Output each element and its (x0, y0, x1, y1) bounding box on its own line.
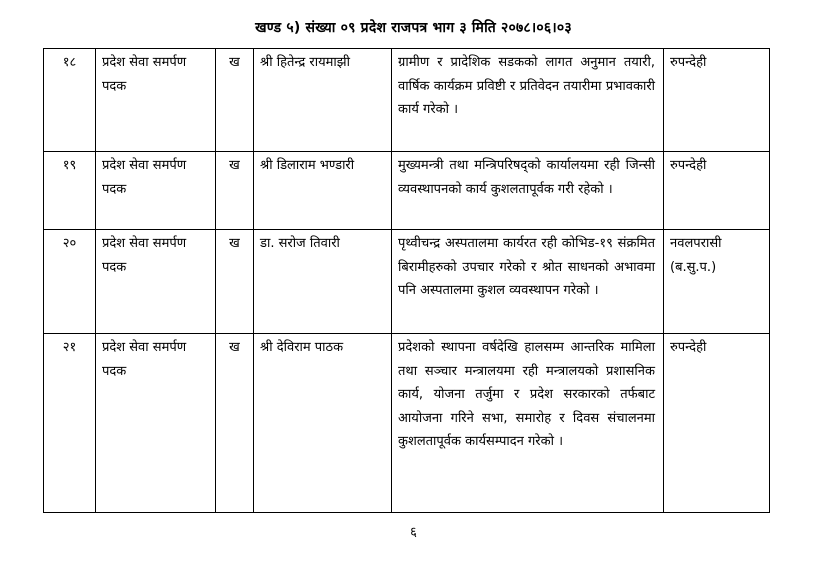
recipient-name: श्री देविराम पाठक (254, 334, 392, 513)
award-name: प्रदेश सेवा समर्पण पदक (96, 334, 216, 513)
recipient-district: नवलपरासी (ब.सु.प.) (664, 230, 770, 334)
table-row (44, 49, 770, 152)
recipient-name: श्री हितेन्द्र रायमाझी (254, 49, 392, 152)
award-name: प्रदेश सेवा समर्पण पदक (96, 152, 216, 230)
award-category: ख (216, 230, 254, 334)
recipient-description: पृथ्वीचन्द्र अस्पतालमा कार्यरत रही कोभिड-१९ संक्रमित बिरामीहरुको उपचार गरेको र श्रोत साधनको अभावमा पनि अस्पतालमा कुशल व्यवस्थापन गरेको । (392, 230, 664, 334)
serial-number: १८ (44, 49, 96, 152)
serial-number: १९ (44, 152, 96, 230)
recipient-district: रुपन्देही (664, 334, 770, 513)
serial-number: २० (44, 230, 96, 334)
table-row (44, 152, 770, 230)
table-row (44, 334, 770, 513)
recipient-name: डा. सरोज तिवारी (254, 230, 392, 334)
awards-table (43, 48, 770, 513)
award-category: ख (216, 49, 254, 152)
recipient-description: ग्रामीण र प्रादेशिक सडकको लागत अनुमान तयारी, वार्षिक कार्यक्रम प्रविष्टी र प्रतिवेदन तयारीमा प्रभावकारी कार्य गरेको । (392, 49, 664, 152)
page-number: ६ (410, 525, 417, 540)
serial-number: २१ (44, 334, 96, 513)
award-category: ख (216, 334, 254, 513)
recipient-description: प्रदेशको स्थापना वर्षदेखि हालसम्म आन्तरिक मामिला तथा सञ्चार मन्त्रालयमा रही मन्त्रालयको प्रशासनिक कार्य, योजना तर्जुमा र प्रदेश सरकारको तर्फबाट आयोजना गरिने सभा, समारोह र दिवस संचालनमा कुशलतापूर्वक कार्यसम्पादन गरेको । (392, 334, 664, 513)
award-name: प्रदेश सेवा समर्पण पदक (96, 230, 216, 334)
recipient-name: श्री डिलाराम भण्डारी (254, 152, 392, 230)
recipient-description: मुख्यमन्त्री तथा मन्त्रिपरिषद्को कार्यालयमा रही जिन्सी व्यवस्थापनको कार्य कुशलतापूर्वक गरी रहेको । (392, 152, 664, 230)
recipient-district: रुपन्देही (664, 49, 770, 152)
award-category: ख (216, 152, 254, 230)
page-header: खण्ड ५) संख्या ०९ प्रदेश राजपत्र भाग ३ मिति २०७८।०६।०३ (255, 20, 572, 36)
table-row (44, 230, 770, 334)
award-name: प्रदेश सेवा समर्पण पदक (96, 49, 216, 152)
recipient-district: रुपन्देही (664, 152, 770, 230)
